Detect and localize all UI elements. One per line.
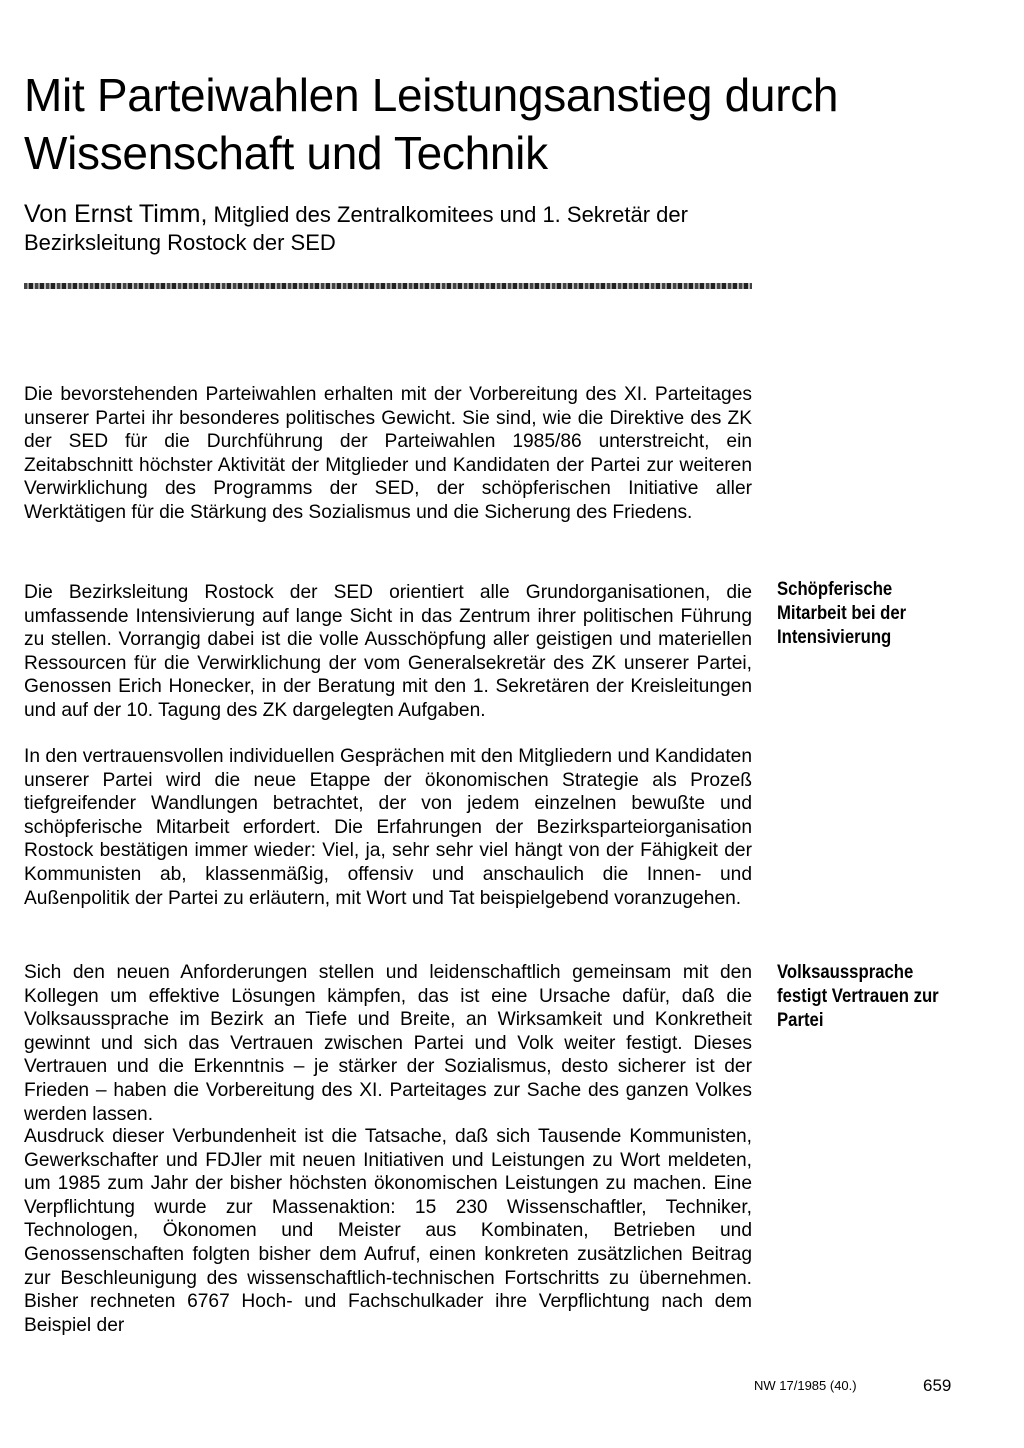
body-paragraph: Die Bezirksleitung Rostock der SED orientiert alle Grundorganisationen, die umfassende Intensivierung auf lange Sicht in das Zentrum ihrer politischen Führung zu stellen. Vorrangig dabei ist die volle Ausschöpfung aller geistigen und materiellen Ressourcen für die Verwirklichung der vom Generalsekretär des ZK unserer Partei, Genossen Erich Honecker, in der Beratung mit den 1. Sekretären der Kreisleitungen und auf der 10. Tagung des ZK dargelegten Aufgaben. (24, 582, 752, 721)
title-divider (24, 283, 752, 289)
byline-author: Von Ernst Timm, (24, 200, 208, 228)
side-heading: Schöpferische Mitarbeit bei der Intensivierung (777, 579, 907, 648)
body-paragraph: Ausdruck dieser Verbundenheit ist die Tatsache, daß sich Tausende Kommunisten, Gewerkschafter und FDJler mit neuen Initiativen und Leistungen zu Wort meldeten, um 1985 zum Jahr der bisher höchsten ökonomischen Leistungen zu machen. Eine Verpflichtung wurde zur Massenaktion: 15 230 Wissenschaftler, Techniker, Technologen, Ökonomen und Meister aus Kombinaten, Betrieben und Genossenschaften folgten bisher dem Aufruf, einen konkreten zusätzlichen Beitrag zur Beschleunigung des wissenschaftlich-technischen Fortschritts zu übernehmen. Bisher rechneten 6767 Hoch- und Fachschulkader ihre Verpflichtung nach dem Beispiel der (24, 1126, 752, 1336)
body-paragraph: Die bevorstehenden Parteiwahlen erhalten mit der Vorbereitung des XI. Parteitages unserer Partei ihr besonderes politisches Gewicht. Sie sind, wie die Direktive des ZK der SED für die Durchführung der Parteiwahlen 1985/86 unterstreicht, ein Zeitabschnitt höchster Aktivität der Mitglieder und Kandidaten der Partei zur weiteren Verwirklichung des Programms der SED, der schöpferischen Initiative aller Werktätigen für die Stärkung des Sozialismus und die Sicherung des Friedens. (24, 384, 752, 523)
side-heading: Volksaussprache festigt Vertrauen zur Partei (777, 962, 939, 1031)
page-number: 659 (923, 1376, 952, 1395)
byline (24, 200, 784, 257)
body-paragraph: Sich den neuen Anforderungen stellen und leidenschaftlich gemeinsam mit den Kollegen um effektive Lösungen kämpfen, das ist eine Ursache dafür, daß die Volksaussprache im Bezirk an Tiefe und Breite, an Wirksamkeit und Konkretheit gewinnt und sich das Vertrauen zwischen Partei und Volk weiter festigt. Dieses Vertrauen und die Erkenntnis – je stärker der Sozialismus, desto sicherer ist der Frieden – haben die Vorbereitung des XI. Parteitages zur Sache des ganzen Volkes werden lassen. (24, 962, 752, 1125)
byline-role: Mitglied des Zentralkomitees und 1. Sekretär der Bezirksleitung Rostock der SED (24, 202, 688, 255)
article-title: Mit Parteiwahlen Leistungsanstieg durch Wissenschaft und Technik (24, 69, 839, 179)
body-paragraph: In den vertrauensvollen individuellen Gesprächen mit den Mitgliedern und Kandidaten unserer Partei wird die neue Etappe der ökonomischen Strategie als Prozeß tiefgreifender Wandlungen betrachtet, der von jedem einzelnen bewußte und schöpferische Mitarbeit erfordert. Die Erfahrungen der Bezirksparteiorganisation Rostock bestätigen immer wieder: Viel, ja, sehr sehr viel hängt von der Fähigkeit der Kommunisten ab, klassenmäßig, offensiv und anschaulich die Innen- und Außenpolitik der Partei zu erläutern, mit Wort und Tat beispielgebend voranzugehen. (24, 746, 752, 909)
issue-reference: NW 17/1985 (40.) (754, 1378, 857, 1393)
